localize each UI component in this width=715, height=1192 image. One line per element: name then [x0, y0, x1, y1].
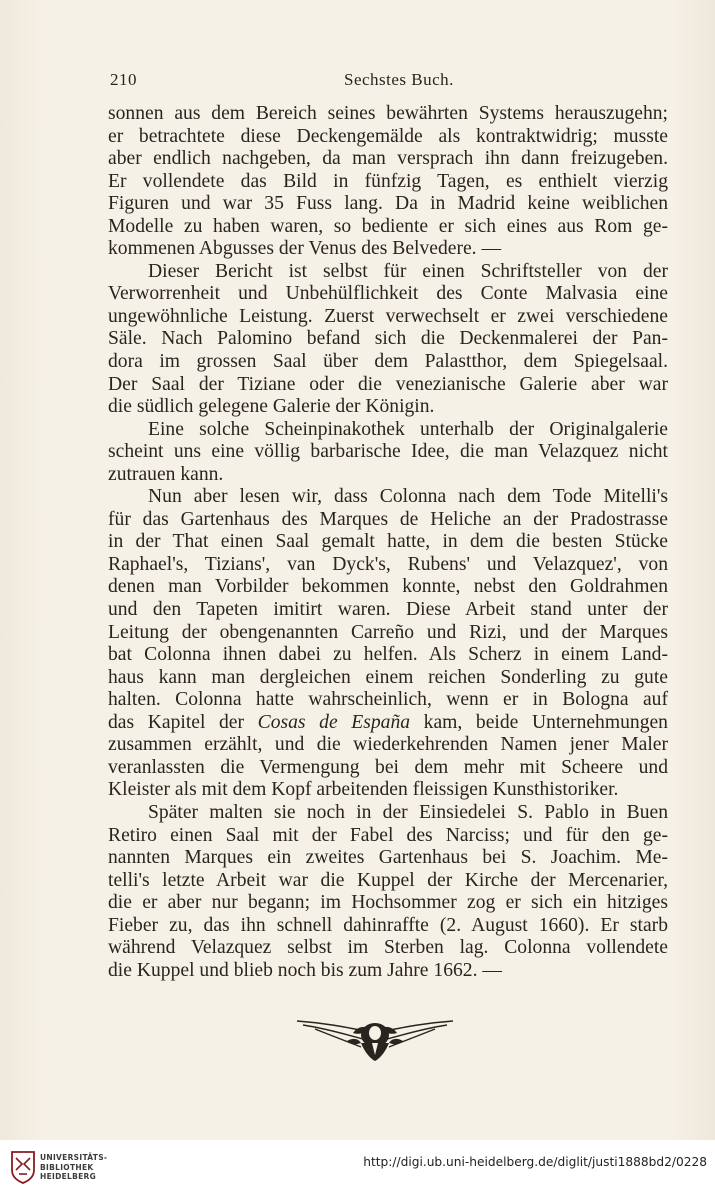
text-line: zutrauen kann.	[108, 463, 224, 485]
text-line: und den Tapeten imitirt waren. Diese Arbeit stand unter der	[108, 599, 668, 621]
text-line: Raphael's, Tizians', van Dyck's, Rubens' und Velazquez', von	[108, 553, 668, 575]
library-seal-icon	[10, 1150, 36, 1184]
library-logo	[10, 1150, 130, 1186]
text-line: Fieber zu, das ihn schnell dahinraffte (2. August 1660). Er starb	[108, 914, 668, 936]
text-line: Verworrenheit und Unbehülflichkeit des Conte Malvasia eine	[108, 283, 668, 305]
italic-title: Cosas de España	[257, 711, 411, 733]
body-text	[108, 103, 668, 982]
text-line: Der Saal der Tiziane oder die venezianische Galerie aber war	[108, 373, 668, 395]
text-line: Er vollendete das Bild in fünfzig Tagen, es enthielt vierzig	[108, 170, 668, 192]
text-run: das Kapitel der	[108, 711, 258, 733]
text-run: kam, beide Unternehmungen	[410, 711, 668, 733]
text-line: zusammen erzählt, und die wiederkehrenden Namen jener Maler	[108, 734, 668, 756]
text-line-with-italic	[108, 712, 668, 735]
text-line: aber endlich nachgeben, da man versprach ihn dann freizugeben.	[108, 148, 668, 170]
text-line: sonnen aus dem Bereich seines bewährten Systems herauszugehn;	[108, 103, 668, 124]
text-line: Kleister als mit dem Kopf arbeitenden fleissigen Kunsthistoriker.	[108, 779, 619, 801]
text-line: die er aber nur begann; im Hochsommer zog er sich ein hitziges	[108, 892, 668, 914]
paragraph-start-line: Nun aber lesen wir, dass Colonna nach dem Tode Mitelli's	[148, 486, 668, 508]
text-line: kommenen Abgusses der Venus des Belvedere. —	[108, 238, 502, 260]
text-line: halten. Colonna hatte wahrscheinlich, wenn er in Bologna auf	[108, 689, 668, 711]
text-line: für das Gartenhaus des Marques de Heliche an der Pradostrasse	[108, 508, 668, 530]
library-name-line: HEIDELBERG	[40, 1172, 97, 1181]
text-line: dora im grossen Saal über dem Palastthor, dem Spiegelsaal.	[108, 351, 668, 373]
chapter-title: Sechstes Buch.	[344, 70, 454, 89]
text-line: Figuren und war 35 Fuss lang. Da in Madrid keine weiblichen	[108, 193, 668, 215]
text-line: während Velazquez selbst im Sterben lag. Colonna vollendete	[108, 937, 668, 959]
running-head	[108, 70, 668, 92]
library-name-line: UNIVERSITÄTS-	[40, 1153, 108, 1162]
permalink-url[interactable]: http://digi.ub.uni-heidelberg.de/diglit/justi1888bd2/0228	[363, 1155, 707, 1169]
text-line: Modelle zu haben waren, so bediente er sich eines aus Rom ge-	[108, 215, 668, 237]
text-line: Retiro einen Saal mit der Fabel des Narciss; und für den ge-	[108, 824, 668, 846]
text-line: die Kuppel und blieb noch bis zum Jahre 1662. —	[108, 959, 502, 981]
text-line: haus kann man dergleichen einem reichen Sonderling zu gute	[108, 666, 668, 688]
library-name-line: BIBLIOTHEK	[40, 1162, 94, 1172]
text-line: ungewöhnliche Leistung. Zuerst verwechselt er zwei verschiedene	[108, 305, 668, 327]
text-line: telli's letzte Arbeit war die Kuppel der Kirche der Mercenarier,	[108, 869, 668, 891]
text-line: denen man Vorbilder bekommen konnte, nebst den Goldrahmen	[108, 576, 668, 598]
text-line: die südlich gelegene Galerie der Königin.	[108, 396, 435, 418]
paragraph-start-line: Eine solche Scheinpinakothek unterhalb der Originalgalerie	[148, 418, 668, 440]
text-line: in der That einen Saal gemalt hatte, in dem die besten Stücke	[108, 531, 668, 553]
page-number: 210	[110, 70, 137, 89]
footer-bar	[0, 1140, 715, 1192]
text-line: Leitung der obengenannten Carreño und Rizi, und der Marques	[108, 621, 668, 643]
text-line: nannten Marques ein zweites Gartenhaus bei S. Joachim. Me-	[108, 847, 668, 869]
paragraph-start-line: Dieser Bericht ist selbst für einen Schriftsteller von der	[148, 260, 668, 282]
library-name	[40, 1153, 107, 1182]
text-line: veranlassten die Vermengung bei dem mehr mit Scheere und	[108, 756, 668, 778]
paragraph-start-line: Später malten sie noch in der Einsiedelei S. Pablo in Buen	[148, 801, 668, 823]
text-line: bat Colonna ihnen dabei zu helfen. Als Scherz in einem Land-	[108, 644, 668, 666]
text-line: Säle. Nach Palomino befand sich die Deckenmalerei der Pan-	[108, 328, 668, 350]
text-line: er betrachtete diese Deckengemälde als kontraktwidrig; musste	[108, 125, 668, 147]
tailpiece-ornament	[295, 1013, 455, 1063]
text-line: scheint uns eine völlig barbarische Idee, die man Velazquez nicht	[108, 441, 668, 463]
